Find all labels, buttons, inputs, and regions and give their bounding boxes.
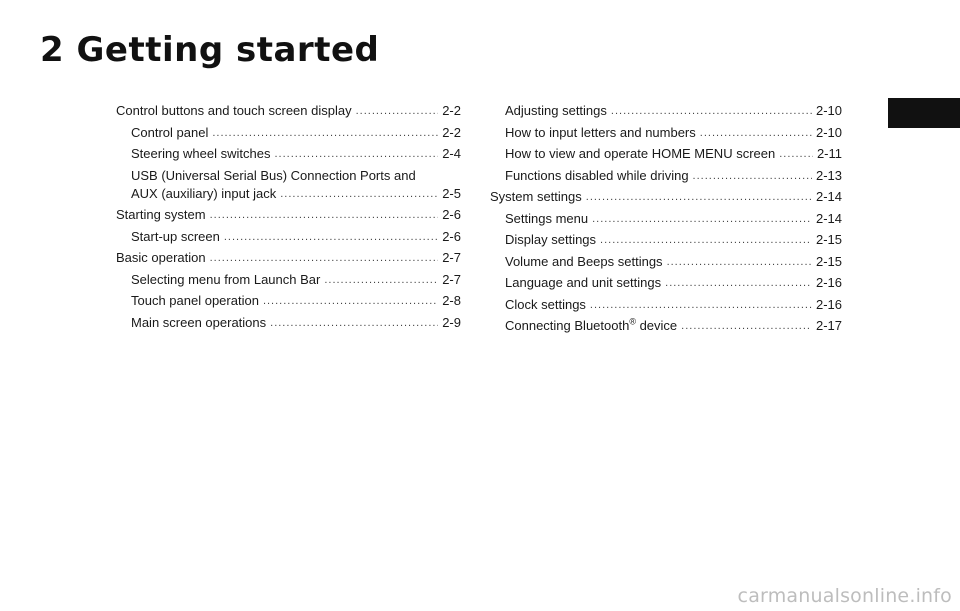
dot-leader <box>210 207 439 223</box>
toc-entry-label: Starting system <box>116 207 206 222</box>
chapter-tab-marker <box>888 98 960 128</box>
dot-leader <box>611 103 812 119</box>
watermark: carmanualsonline.info <box>737 585 952 607</box>
toc-entry-label: Main screen operations <box>131 314 267 330</box>
toc-entry[interactable] <box>116 229 461 245</box>
dot-leader <box>274 146 438 162</box>
toc-entry[interactable] <box>116 250 461 266</box>
chapter-title: 2 Getting started <box>40 30 380 70</box>
toc-entry-label-suffix: device <box>635 318 678 333</box>
toc-entry-page: 2-4 <box>442 146 461 161</box>
toc-entry-page: 2-14 <box>815 189 842 204</box>
toc-entry[interactable] <box>490 275 842 291</box>
toc-entry-label-line1: USB (Universal Serial Bus) Connection Ports and <box>131 167 416 183</box>
dot-leader <box>667 254 812 270</box>
toc-entry-label: Volume and Beeps settings <box>505 253 663 269</box>
toc-entry-page: 2-2 <box>442 103 461 118</box>
dot-leader <box>263 293 438 309</box>
toc-entry[interactable] <box>490 211 842 227</box>
toc-entry[interactable] <box>116 168 461 202</box>
toc-entry[interactable] <box>116 103 461 119</box>
toc-entry-label: Display settings <box>505 232 597 247</box>
dot-leader <box>700 125 812 141</box>
toc-entry-page: 2-6 <box>442 207 461 222</box>
toc-right-column <box>490 103 842 340</box>
toc-entry-label: Clock settings <box>505 296 586 312</box>
toc-entry[interactable] <box>490 189 842 205</box>
toc-entry-page: 2-10 <box>815 124 842 140</box>
toc-entry-label: Control panel <box>131 124 209 140</box>
toc-entry-page: 2-7 <box>442 271 461 287</box>
toc-entry-page: 2-15 <box>815 253 842 269</box>
toc-entry-page: 2-14 <box>815 210 842 226</box>
toc-entry[interactable] <box>116 146 461 162</box>
toc-entry[interactable] <box>490 146 842 162</box>
toc-entry-page: 2-2 <box>442 124 461 140</box>
toc-entry-label: Basic operation <box>116 250 206 265</box>
toc-entry-page: 2-5 <box>442 185 461 201</box>
dot-leader <box>592 211 812 227</box>
toc-entry-label: How to view and operate HOME MENU screen <box>505 146 776 161</box>
toc-entry-page: 2-7 <box>442 250 461 265</box>
toc-entry-label: Language and unit settings <box>505 275 662 290</box>
toc-entry-label: Selecting menu from Launch Bar <box>131 271 321 287</box>
toc-entry[interactable] <box>490 318 842 334</box>
dot-leader <box>779 146 813 162</box>
toc-entry[interactable] <box>490 103 842 119</box>
toc-entry[interactable] <box>490 125 842 141</box>
toc-entry[interactable] <box>116 315 461 331</box>
dot-leader <box>681 318 812 334</box>
toc-entry-label: Adjusting settings <box>505 103 607 118</box>
toc-entry-label-text: Connecting Bluetooth <box>505 318 630 333</box>
toc-entry-page: 2-15 <box>815 232 842 247</box>
dot-leader <box>590 297 812 313</box>
toc-entry-label: AUX (auxiliary) input jack <box>131 185 277 201</box>
dot-leader <box>665 275 812 291</box>
toc-entry-label: Start-up screen <box>131 228 220 244</box>
toc-entry[interactable] <box>116 207 461 223</box>
toc-entry-page: 2-9 <box>442 314 461 330</box>
dot-leader <box>324 272 438 288</box>
toc-entry-page: 2-13 <box>815 167 842 183</box>
toc-entry-label: Steering wheel switches <box>131 146 271 161</box>
toc-entry-label: Functions disabled while driving <box>505 167 689 183</box>
toc-entry[interactable] <box>116 125 461 141</box>
dot-leader <box>212 125 438 141</box>
toc-entry[interactable] <box>490 254 842 270</box>
toc-entry-label: Touch panel operation <box>131 293 259 308</box>
toc-entry[interactable] <box>116 272 461 288</box>
dot-leader <box>600 232 812 248</box>
toc-entry-label: Control buttons and touch screen display <box>116 103 352 118</box>
dot-leader <box>224 229 438 245</box>
toc-entry-page: 2-17 <box>815 318 842 333</box>
toc-entry-page: 2-10 <box>815 103 842 118</box>
toc-entry[interactable] <box>490 168 842 184</box>
toc-entry-label: How to input letters and numbers <box>505 124 696 140</box>
dot-leader <box>586 189 812 205</box>
dot-leader <box>356 103 439 119</box>
toc-entry-page: 2-11 <box>816 146 842 161</box>
toc-entry-label: System settings <box>490 189 582 204</box>
toc-entry-page: 2-8 <box>442 293 461 308</box>
toc-entry-page: 2-16 <box>815 275 842 290</box>
dot-leader <box>693 168 812 184</box>
toc-entry-page: 2-16 <box>815 296 842 312</box>
toc-entry[interactable] <box>490 232 842 248</box>
dot-leader <box>210 250 439 266</box>
registered-mark: ® <box>629 316 636 327</box>
toc-entry-page: 2-6 <box>442 228 461 244</box>
dot-leader <box>280 186 438 202</box>
toc-entry-label <box>505 318 677 334</box>
toc-entry[interactable] <box>490 297 842 313</box>
toc-entry-label: Settings menu <box>505 210 589 226</box>
toc-left-column <box>116 103 461 336</box>
dot-leader <box>270 315 438 331</box>
toc-entry[interactable] <box>116 293 461 309</box>
